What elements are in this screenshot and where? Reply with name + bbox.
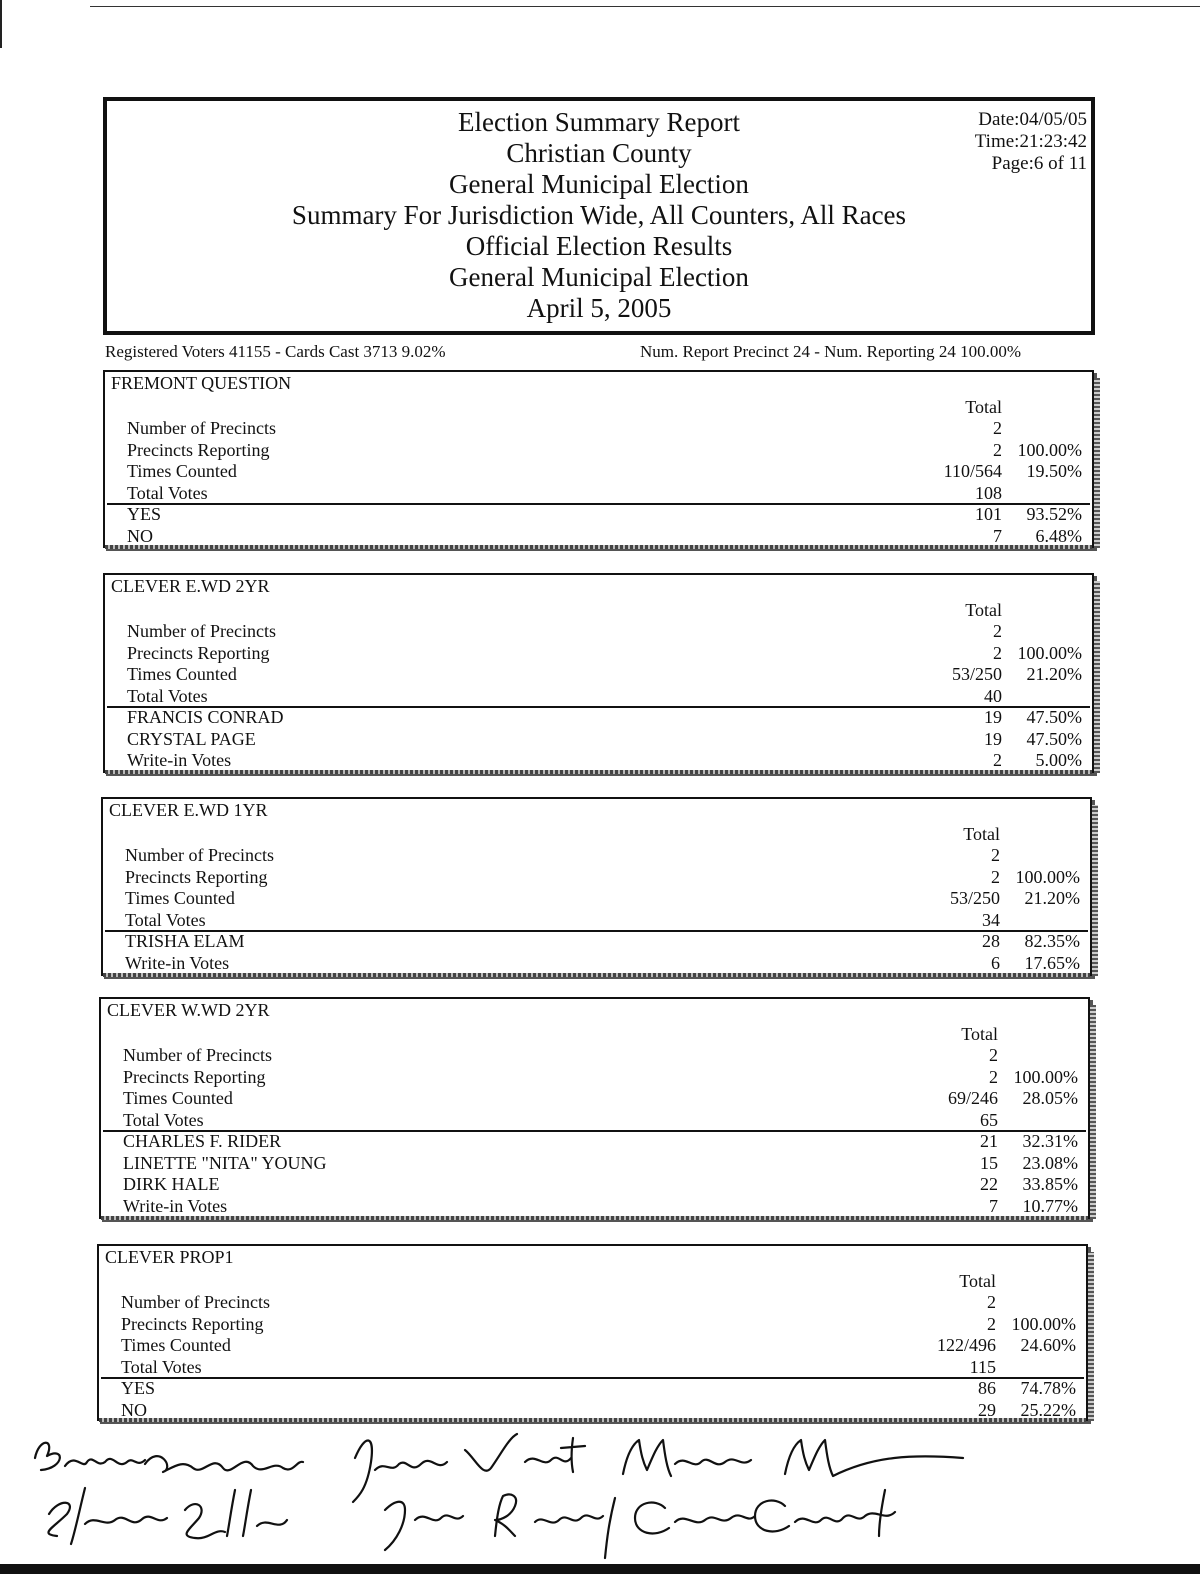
signature-5 (385, 1494, 615, 1558)
report-date: Date:04/05/05 (978, 109, 1087, 130)
result-row (127, 504, 1082, 525)
race-box (101, 797, 1092, 976)
scan-shading (103, 973, 1090, 977)
row-label: CRYSTAL PAGE (127, 728, 256, 749)
row-percent: 74.78% (1020, 1378, 1076, 1398)
race-title: FREMONT QUESTION (111, 373, 292, 393)
row-value: 2 (993, 750, 1002, 770)
result-row (121, 1378, 1076, 1399)
row-value: 40 (984, 685, 1002, 706)
row-label: YES (121, 1378, 156, 1398)
row-value: 115 (969, 1356, 996, 1377)
row-value: 2 (993, 621, 1002, 641)
row-percent: 6.48% (1035, 525, 1082, 546)
stat-row (127, 461, 1082, 482)
row-percent: 100.00% (1013, 1066, 1078, 1087)
row-percent: 17.65% (1024, 952, 1080, 973)
row-value: 2 (989, 1066, 998, 1087)
scan-shading (101, 1216, 1088, 1220)
header-line: Summary For Jurisdiction Wide, All Counters, All Races (291, 200, 907, 230)
row-value: 2 (993, 439, 1002, 460)
total-column-header: Total (965, 397, 1002, 417)
stat-row (125, 888, 1080, 909)
report-time: Time:21:23:42 (974, 131, 1087, 152)
result-row (123, 1196, 1078, 1217)
signature-4 (48, 1488, 287, 1544)
row-label: DIRK HALE (123, 1174, 220, 1194)
row-percent: 100.00% (1015, 866, 1080, 887)
row-label: Times Counted (123, 1088, 233, 1108)
row-percent: 82.35% (1024, 931, 1080, 951)
race-box (99, 997, 1090, 1219)
row-percent: 24.60% (1020, 1335, 1076, 1355)
row-label: Number of Precincts (127, 621, 276, 641)
row-label: Precincts Reporting (127, 439, 270, 460)
row-value: 2 (991, 845, 1000, 865)
result-row (127, 750, 1082, 771)
row-label: Precincts Reporting (121, 1313, 264, 1334)
race-box (103, 370, 1094, 548)
row-value: 108 (975, 482, 1002, 503)
row-value: 15 (980, 1152, 998, 1173)
row-label: Times Counted (127, 664, 237, 684)
row-value: 2 (993, 418, 1002, 438)
total-column-header: Total (965, 600, 1002, 620)
row-label: Precincts Reporting (127, 642, 270, 663)
signature-block (25, 1418, 1175, 1568)
race-title: CLEVER E.WD 2YR (111, 576, 270, 596)
row-label: Times Counted (121, 1335, 231, 1355)
race-box (103, 573, 1094, 773)
header-line: Christian County (506, 138, 692, 168)
row-label: Total Votes (123, 1109, 204, 1130)
row-value: 6 (991, 952, 1000, 973)
race-title: CLEVER W.WD 2YR (107, 1000, 270, 1020)
stat-row (127, 621, 1082, 642)
row-label: Total Votes (125, 909, 206, 930)
row-label: Write-in Votes (127, 750, 232, 770)
report-header (103, 97, 1095, 335)
row-value: 101 (975, 504, 1002, 524)
result-row (127, 729, 1082, 750)
result-row (125, 953, 1080, 974)
stat-row (125, 910, 1080, 931)
header-line: Election Summary Report (458, 107, 740, 137)
scan-shading (1092, 805, 1098, 976)
row-percent: 32.31% (1022, 1131, 1078, 1151)
row-value: 2 (987, 1313, 996, 1334)
stat-row (121, 1357, 1076, 1378)
row-label: TRISHA ELAM (125, 931, 245, 951)
row-label: Total Votes (127, 685, 208, 706)
row-label: Total Votes (121, 1356, 202, 1377)
row-label: NO (127, 525, 153, 546)
race-title: CLEVER E.WD 1YR (109, 800, 268, 820)
stat-row (127, 483, 1082, 504)
row-value: 65 (980, 1109, 998, 1130)
signature-3 (623, 1440, 963, 1476)
stat-row (123, 1067, 1078, 1088)
row-value: 53/250 (951, 664, 1002, 684)
row-value: 7 (989, 1195, 998, 1216)
total-column-header: Total (961, 1024, 998, 1044)
row-label: Number of Precincts (125, 845, 274, 865)
race-title: CLEVER PROP1 (105, 1247, 234, 1267)
row-label: NO (121, 1399, 147, 1420)
stat-row (127, 440, 1082, 461)
scan-shading (1094, 378, 1100, 548)
header-line: Official Election Results (465, 231, 733, 261)
total-column-header: Total (963, 824, 1000, 844)
stat-row (123, 1045, 1078, 1066)
result-row (123, 1131, 1078, 1152)
row-percent: 10.77% (1022, 1195, 1078, 1216)
row-percent: 25.22% (1020, 1399, 1076, 1420)
stat-row (121, 1335, 1076, 1356)
stat-row (127, 643, 1082, 664)
stat-row (127, 686, 1082, 707)
stat-row (123, 1110, 1078, 1131)
result-row (127, 707, 1082, 728)
row-label: Write-in Votes (123, 1195, 228, 1216)
row-percent: 93.52% (1026, 504, 1082, 524)
row-percent: 33.85% (1022, 1174, 1078, 1194)
row-value: 7 (993, 525, 1002, 546)
race-box (97, 1244, 1088, 1421)
scan-shading (1094, 581, 1100, 773)
row-label: Write-in Votes (125, 952, 230, 973)
result-row (125, 931, 1080, 952)
result-row (123, 1153, 1078, 1174)
stat-row (127, 664, 1082, 685)
row-label: Times Counted (125, 888, 235, 908)
row-label: Number of Precincts (121, 1292, 270, 1312)
stat-row (121, 1292, 1076, 1313)
row-label: Precincts Reporting (125, 866, 268, 887)
row-value: 28 (982, 931, 1000, 951)
signature-2 (353, 1434, 585, 1502)
stat-row (125, 867, 1080, 888)
row-label: YES (127, 504, 162, 524)
header-title-block (107, 107, 1091, 324)
scan-edge-mark (0, 0, 2, 48)
row-label: Times Counted (127, 461, 237, 481)
row-percent: 21.20% (1026, 664, 1082, 684)
precinct-reporting-summary: Num. Report Precinct 24 - Num. Reporting 24 100.00% (640, 342, 1022, 361)
scan-bottom-edge (0, 1564, 1200, 1574)
scan-top-rule (90, 6, 1200, 7)
stat-row (127, 418, 1082, 439)
row-value: 110/564 (943, 461, 1002, 481)
row-percent: 21.20% (1024, 888, 1080, 908)
row-label: CHARLES F. RIDER (123, 1131, 282, 1151)
row-value: 53/250 (949, 888, 1000, 908)
header-line: General Municipal Election (449, 262, 749, 292)
row-value: 86 (978, 1378, 996, 1398)
row-percent: 100.00% (1017, 439, 1082, 460)
row-percent: 23.08% (1022, 1152, 1078, 1173)
total-column-header: Total (959, 1271, 996, 1291)
row-value: 2 (991, 866, 1000, 887)
row-value: 34 (982, 909, 1000, 930)
row-label: Precincts Reporting (123, 1066, 266, 1087)
stat-row (123, 1088, 1078, 1109)
row-value: 2 (993, 642, 1002, 663)
row-percent: 19.50% (1026, 461, 1082, 481)
row-label: Number of Precincts (123, 1045, 272, 1065)
page-number: Page:6 of 11 (991, 153, 1087, 174)
signature-1 (35, 1443, 303, 1472)
row-value: 22 (980, 1174, 998, 1194)
row-label: LINETTE "NITA" YOUNG (123, 1152, 327, 1173)
result-row (127, 526, 1082, 547)
row-value: 29 (978, 1399, 996, 1420)
row-percent: 28.05% (1022, 1088, 1078, 1108)
row-percent: 47.50% (1026, 728, 1082, 749)
row-value: 122/496 (936, 1335, 996, 1355)
stat-row (121, 1314, 1076, 1335)
row-value: 69/246 (947, 1088, 998, 1108)
row-value: 2 (989, 1045, 998, 1065)
row-percent: 47.50% (1026, 707, 1082, 727)
scan-shading (1090, 1005, 1096, 1219)
row-value: 19 (984, 707, 1002, 727)
registered-voters-summary: Registered Voters 41155 - Cards Cast 3713 9.02% (105, 342, 446, 361)
header-line: April 5, 2005 (526, 293, 672, 323)
row-percent: 5.00% (1035, 750, 1082, 770)
row-label: Total Votes (127, 482, 208, 503)
row-label: Number of Precincts (127, 418, 276, 438)
row-percent: 100.00% (1017, 642, 1082, 663)
stat-row (125, 845, 1080, 866)
row-label: FRANCIS CONRAD (127, 707, 284, 727)
row-value: 19 (984, 728, 1002, 749)
signature-6 (635, 1490, 895, 1536)
scan-shading (1088, 1252, 1094, 1421)
row-value: 21 (980, 1131, 998, 1151)
result-row (123, 1174, 1078, 1195)
header-line: General Municipal Election (449, 169, 749, 199)
row-percent: 100.00% (1011, 1313, 1076, 1334)
header-meta (975, 109, 1087, 175)
row-value: 2 (987, 1292, 996, 1312)
